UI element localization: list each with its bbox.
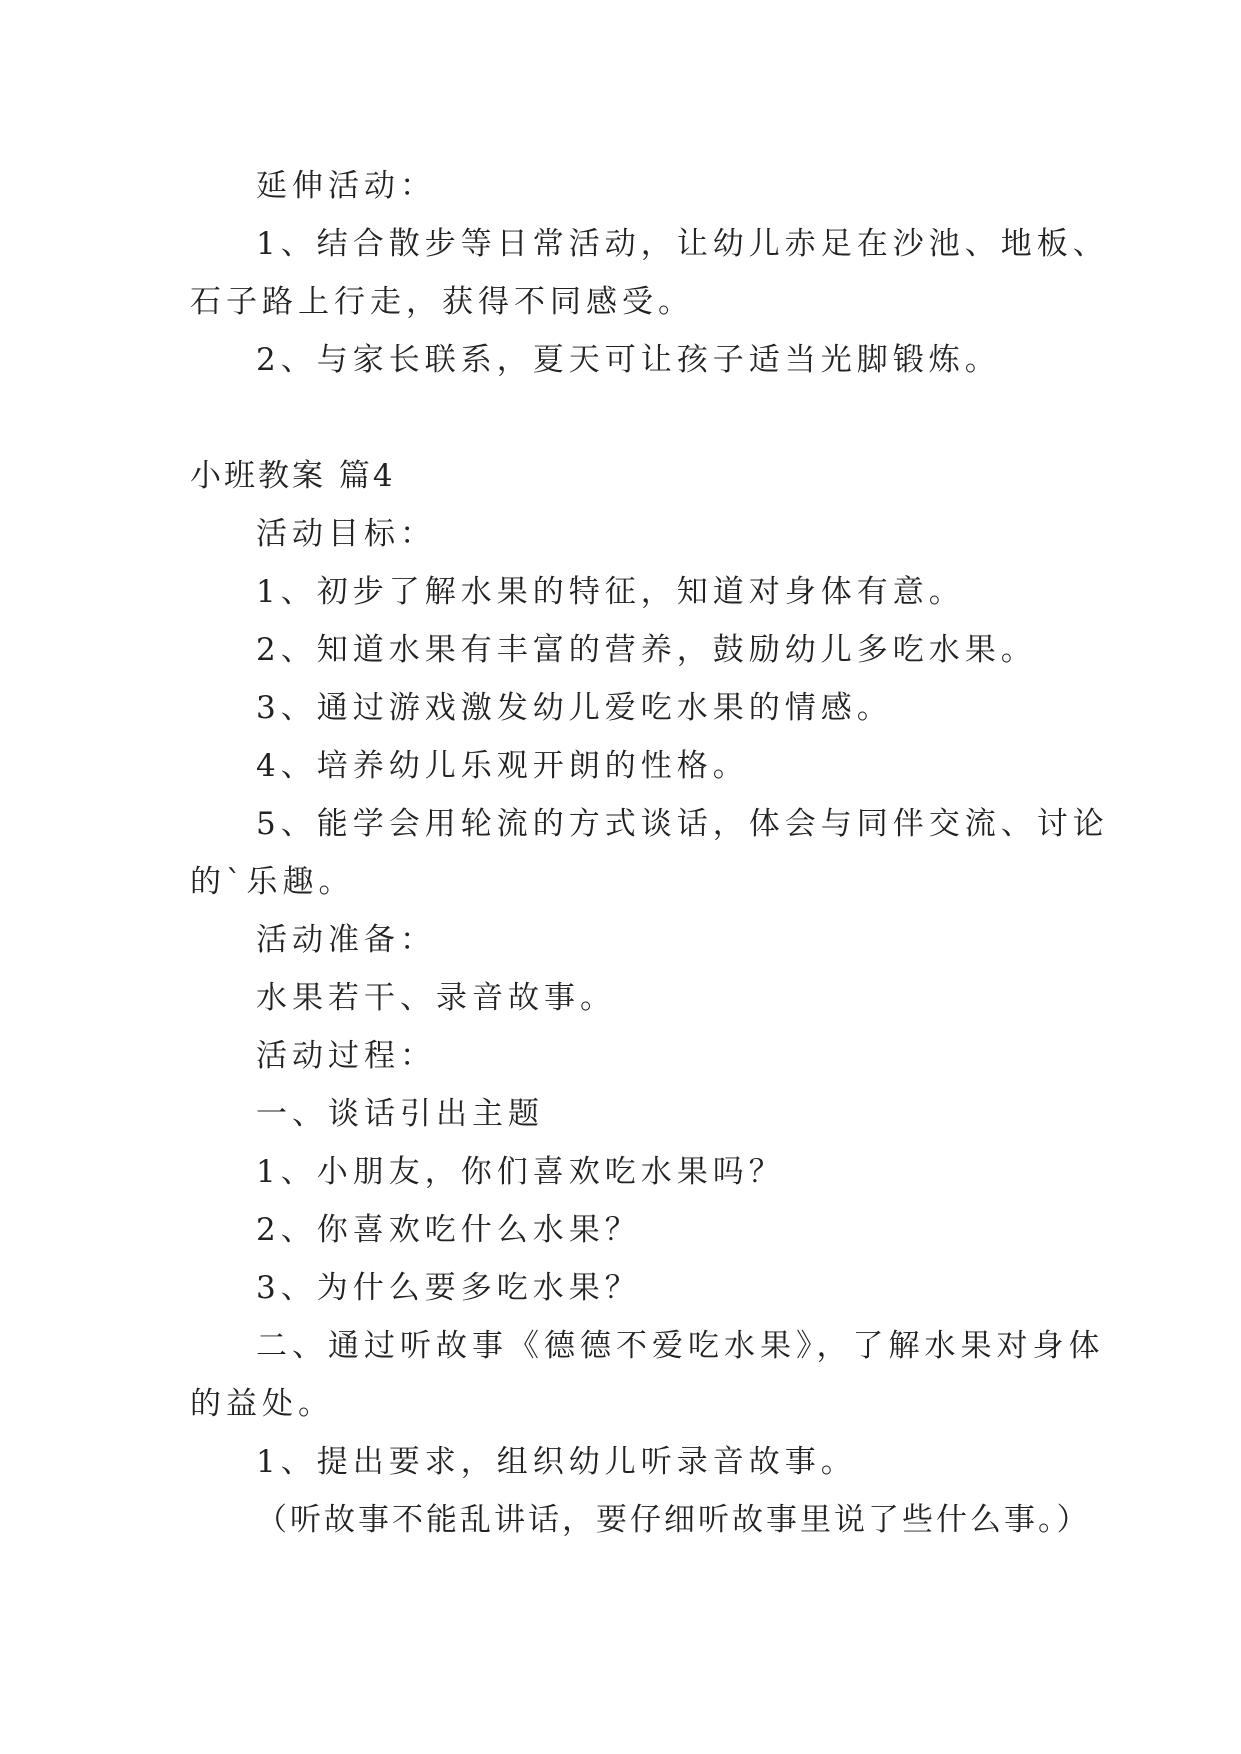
process-item: 2、你喜欢吃什么水果？ xyxy=(256,1212,641,1248)
section-title: 小班教案 篇4 xyxy=(190,458,396,494)
paragraph-line: 1、结合散步等日常活动，让幼儿赤足在沙池、地板、 xyxy=(256,226,1109,262)
process-item: 1、小朋友，你们喜欢吃水果吗？ xyxy=(256,1154,785,1190)
goal-item: 4、培养幼儿乐观开朗的性格。 xyxy=(256,748,749,784)
process-item: 3、为什么要多吃水果？ xyxy=(256,1270,641,1306)
paragraph-line: 2、与家长联系，夏天可让孩子适当光脚锻炼。 xyxy=(256,342,1001,378)
goal-item: 2、知道水果有丰富的营养，鼓励幼儿多吃水果。 xyxy=(256,632,1037,668)
goal-item: 3、通过游戏激发幼儿爱吃水果的情感。 xyxy=(256,690,893,726)
prep-text: 水果若干、录音故事。 xyxy=(256,980,616,1016)
process-heading: 活动过程： xyxy=(256,1038,436,1074)
process-item: 二、通过听故事《德德不爱吃水果》，了解水果对身体 xyxy=(256,1328,1105,1364)
extension-activity-heading: 延伸活动： xyxy=(256,168,436,204)
process-note: （听故事不能乱讲话，要仔细听故事里说了些什么事。） xyxy=(256,1502,1091,1538)
goal-item: 1、初步了解水果的特征，知道对身体有意。 xyxy=(256,574,965,610)
goals-heading: 活动目标： xyxy=(256,516,436,552)
goal-item-continuation: 的`乐趣。 xyxy=(190,864,355,900)
process-item: 一、谈话引出主题 xyxy=(256,1096,544,1132)
goal-item: 5、能学会用轮流的方式谈话，体会与同伴交流、讨论 xyxy=(256,806,1109,842)
process-item-continuation: 的益处。 xyxy=(190,1386,334,1422)
paragraph-line: 石子路上行走，获得不同感受。 xyxy=(190,284,694,320)
prep-heading: 活动准备： xyxy=(256,922,436,958)
process-item: 1、提出要求，组织幼儿听录音故事。 xyxy=(256,1444,857,1480)
